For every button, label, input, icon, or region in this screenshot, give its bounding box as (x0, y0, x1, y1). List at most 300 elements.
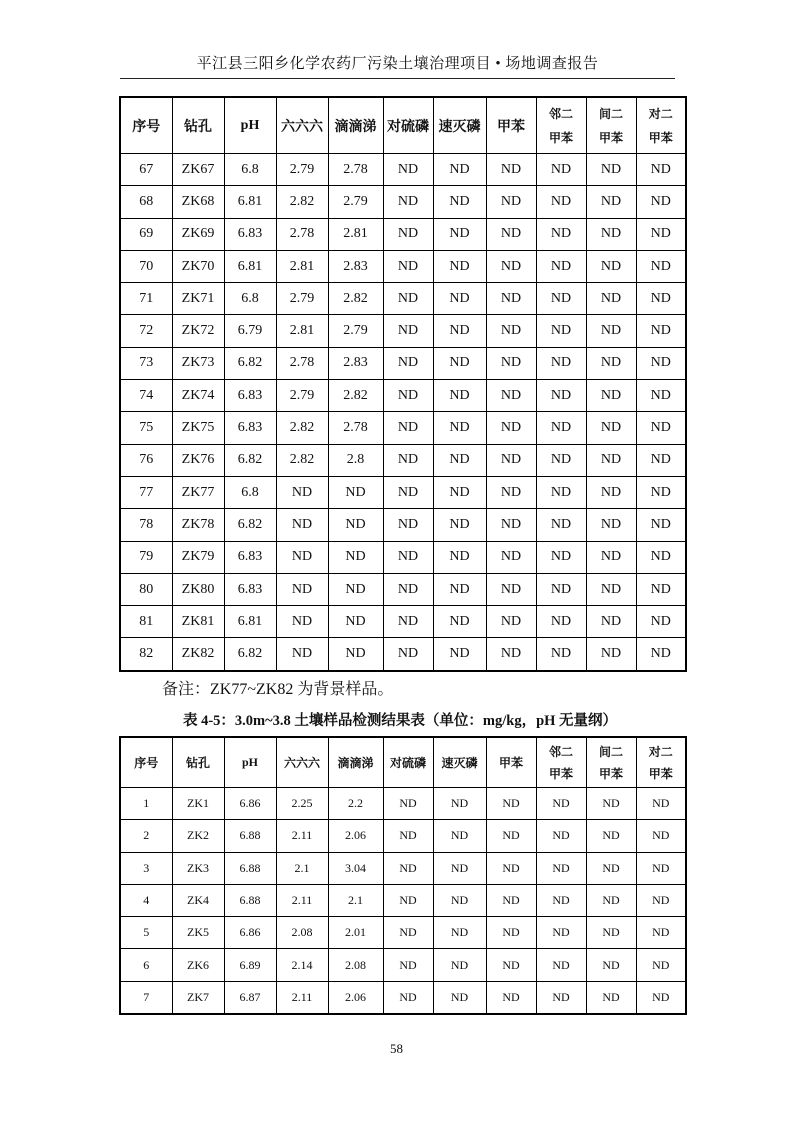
table-cell: ND (636, 852, 686, 884)
table-cell: ZK68 (172, 186, 224, 218)
table-cell: ND (636, 917, 686, 949)
table-cell: ND (536, 949, 586, 981)
table-row (120, 638, 686, 671)
table-cell: ND (636, 981, 686, 1014)
table-cell: ZK70 (172, 250, 224, 282)
table-cell: 76 (120, 444, 172, 476)
table-cell: 2.81 (328, 218, 383, 250)
table-cell: 2.06 (328, 981, 383, 1014)
table-cell: ZK6 (172, 949, 224, 981)
table-cell: 7 (120, 981, 172, 1014)
table-cell: 2.11 (276, 884, 328, 916)
table-cell: ND (486, 412, 536, 444)
table-row (120, 476, 686, 508)
table-cell: ND (486, 315, 536, 347)
column-header: 邻二甲苯 (536, 737, 586, 788)
table-cell: ND (276, 573, 328, 605)
table-cell: 70 (120, 250, 172, 282)
table-row (120, 186, 686, 218)
column-header: 滴滴涕 (328, 97, 383, 154)
table-row (120, 509, 686, 541)
table-cell: 2 (120, 820, 172, 852)
table-cell: 6.83 (224, 218, 276, 250)
table-cell: ND (536, 347, 586, 379)
table-cell: ND (536, 509, 586, 541)
column-header: 甲苯 (486, 737, 536, 788)
table-cell: 6.8 (224, 154, 276, 186)
table-cell: ND (433, 380, 486, 412)
table-cell: ND (383, 606, 433, 638)
table-cell: 79 (120, 541, 172, 573)
table-cell: ND (383, 917, 433, 949)
table-row (120, 154, 686, 186)
table-cell: 6.83 (224, 412, 276, 444)
table-cell: 72 (120, 315, 172, 347)
table-cell: 2.08 (276, 917, 328, 949)
table-cell: 2.11 (276, 981, 328, 1014)
table-cell: ND (536, 250, 586, 282)
table-row (120, 606, 686, 638)
column-header: pH (224, 737, 276, 788)
table-cell: 6.83 (224, 380, 276, 412)
table-cell: ND (486, 788, 536, 820)
table-cell: ND (636, 509, 686, 541)
column-header: 速灭磷 (433, 97, 486, 154)
table-cell: ND (383, 380, 433, 412)
table-cell: 6.83 (224, 573, 276, 605)
column-header: 滴滴涕 (328, 737, 383, 788)
table-cell: ND (433, 509, 486, 541)
table-row (120, 444, 686, 476)
table-row (120, 218, 686, 250)
table-cell: ZK75 (172, 412, 224, 444)
table-cell: ND (586, 852, 636, 884)
table-cell: 68 (120, 186, 172, 218)
table-cell: ND (433, 315, 486, 347)
table-cell: 2.01 (328, 917, 383, 949)
table-cell: ND (536, 444, 586, 476)
table-cell: ZK3 (172, 852, 224, 884)
table-cell: ND (486, 606, 536, 638)
table-cell: 2.1 (328, 884, 383, 916)
table-cell: ND (433, 917, 486, 949)
table-caption: 表 4-5：3.0m~3.8 土壤样品检测结果表（单位：mg/kg，pH 无量纲） (182, 713, 618, 729)
table-cell: ND (486, 820, 536, 852)
table-cell: ND (433, 283, 486, 315)
table-cell: ND (586, 541, 636, 573)
table-cell: ZK77 (172, 476, 224, 508)
table-cell: ND (486, 476, 536, 508)
table-cell: 6.79 (224, 315, 276, 347)
table-row (120, 250, 686, 282)
table-cell: ND (636, 788, 686, 820)
table-cell: 2.83 (328, 250, 383, 282)
table-cell: ND (636, 186, 686, 218)
table-cell: ND (383, 186, 433, 218)
column-header: 间二甲苯 (586, 97, 636, 154)
table-cell: ND (433, 788, 486, 820)
table-cell: ND (383, 315, 433, 347)
table-cell: ND (486, 852, 536, 884)
table-cell: 2.11 (276, 820, 328, 852)
table-row (120, 949, 686, 981)
table-cell: ND (536, 820, 586, 852)
table-cell: 2.82 (276, 444, 328, 476)
table-cell: 2.83 (328, 347, 383, 379)
table-cell: 6.8 (224, 283, 276, 315)
table-cell: 2.79 (276, 380, 328, 412)
table-cell: 2.25 (276, 788, 328, 820)
table-cell: ZK81 (172, 606, 224, 638)
table-cell: ND (536, 917, 586, 949)
table-cell: ND (328, 509, 383, 541)
table-cell: 2.82 (276, 186, 328, 218)
table-cell: ND (383, 541, 433, 573)
table-cell: 2.82 (328, 283, 383, 315)
column-header: 邻二甲苯 (536, 97, 586, 154)
table-cell: 2.78 (328, 412, 383, 444)
table-cell: ND (536, 541, 586, 573)
table-cell: ND (328, 573, 383, 605)
table-cell: ZK71 (172, 283, 224, 315)
table-cell: ND (636, 638, 686, 671)
table-cell: ND (383, 788, 433, 820)
column-header: 对硫磷 (383, 97, 433, 154)
table-cell: ND (383, 154, 433, 186)
column-header: 对硫磷 (383, 737, 433, 788)
table-cell: ND (586, 573, 636, 605)
table-row (120, 283, 686, 315)
column-header: 甲苯 (486, 97, 536, 154)
table-cell: ND (636, 606, 686, 638)
table-cell: 77 (120, 476, 172, 508)
table-cell: 3.04 (328, 852, 383, 884)
table-cell: 2.79 (276, 283, 328, 315)
table-cell: ND (586, 347, 636, 379)
table-cell: 2.06 (328, 820, 383, 852)
table-cell: ND (486, 347, 536, 379)
table-cell: ND (586, 476, 636, 508)
results-table-2 (119, 736, 687, 1015)
table-cell: ZK4 (172, 884, 224, 916)
table-cell: ZK69 (172, 218, 224, 250)
table-cell: 2.81 (276, 250, 328, 282)
table-cell: ND (536, 154, 586, 186)
table-cell: ND (433, 884, 486, 916)
table-row (120, 380, 686, 412)
table-cell: 2.81 (276, 315, 328, 347)
table-cell: ND (486, 218, 536, 250)
table-cell: ND (586, 186, 636, 218)
table-cell: ND (536, 573, 586, 605)
table-cell: ND (276, 606, 328, 638)
table-cell: ND (276, 638, 328, 671)
table-cell: ND (383, 218, 433, 250)
table-cell: ND (586, 884, 636, 916)
table-cell: ND (486, 283, 536, 315)
table-cell: 6.82 (224, 509, 276, 541)
table-cell: ND (636, 444, 686, 476)
table-cell: ND (636, 884, 686, 916)
table-cell: ND (383, 949, 433, 981)
table-cell: ND (636, 820, 686, 852)
column-header: 六六六 (276, 97, 328, 154)
table-cell: 75 (120, 412, 172, 444)
table-cell: 6.8 (224, 476, 276, 508)
column-header: pH (224, 97, 276, 154)
table-cell: ND (433, 573, 486, 605)
table-cell: 69 (120, 218, 172, 250)
table-cell: ND (433, 444, 486, 476)
table-cell: ZK79 (172, 541, 224, 573)
table-cell: ND (586, 917, 636, 949)
table-cell: ND (433, 186, 486, 218)
table-cell: ND (328, 476, 383, 508)
table-cell: ND (276, 476, 328, 508)
table-cell: ZK80 (172, 573, 224, 605)
table-cell: 6.81 (224, 606, 276, 638)
table-cell: ND (586, 820, 636, 852)
table-cell: ND (586, 154, 636, 186)
table-cell: ND (486, 638, 536, 671)
table-header-row (120, 97, 686, 154)
table-row (120, 347, 686, 379)
table-cell: 74 (120, 380, 172, 412)
table-cell: 81 (120, 606, 172, 638)
table-cell: ND (383, 981, 433, 1014)
column-header: 对二甲苯 (636, 737, 686, 788)
table-cell: ND (486, 981, 536, 1014)
table-cell: ND (486, 444, 536, 476)
table-cell: 2.78 (328, 154, 383, 186)
table-cell: 82 (120, 638, 172, 671)
table-cell: 4 (120, 884, 172, 916)
table-cell: 80 (120, 573, 172, 605)
table-row (120, 820, 686, 852)
table-cell: ND (383, 820, 433, 852)
table-cell: ND (433, 250, 486, 282)
table-cell: ZK1 (172, 788, 224, 820)
column-header: 序号 (120, 97, 172, 154)
table-cell: 3 (120, 852, 172, 884)
table-cell: ND (586, 412, 636, 444)
table-cell: ND (636, 541, 686, 573)
table-cell: ND (383, 509, 433, 541)
table-cell: 6.87 (224, 981, 276, 1014)
table-cell: ND (433, 347, 486, 379)
table-cell: ND (536, 852, 586, 884)
table-cell: ND (433, 981, 486, 1014)
table-cell: ND (536, 476, 586, 508)
table-cell: ND (636, 218, 686, 250)
table-cell: ND (536, 315, 586, 347)
column-header: 六六六 (276, 737, 328, 788)
table-cell: 2.82 (328, 380, 383, 412)
table-cell: ZK72 (172, 315, 224, 347)
table-cell: 1 (120, 788, 172, 820)
table-cell: ND (433, 606, 486, 638)
table-cell: 6.86 (224, 917, 276, 949)
table-cell: ND (433, 476, 486, 508)
table-cell: ND (433, 412, 486, 444)
table-cell: ND (486, 949, 536, 981)
table-cell: 6.82 (224, 638, 276, 671)
table-cell: ND (433, 154, 486, 186)
column-header: 序号 (120, 737, 172, 788)
table-cell: 2.8 (328, 444, 383, 476)
table-cell: 2.78 (276, 347, 328, 379)
table-cell: 6.89 (224, 949, 276, 981)
table-cell: 6.81 (224, 186, 276, 218)
table-cell: ND (433, 541, 486, 573)
table-row (120, 852, 686, 884)
table-cell: ND (383, 444, 433, 476)
table-cell: 2.1 (276, 852, 328, 884)
table-cell: ND (486, 380, 536, 412)
table-cell: ND (536, 606, 586, 638)
table-cell: ND (433, 820, 486, 852)
table-cell: ND (486, 917, 536, 949)
table-cell: 6 (120, 949, 172, 981)
table-cell: ND (586, 444, 636, 476)
table-cell: ND (383, 884, 433, 916)
table-cell: ND (586, 606, 636, 638)
table-cell: ND (486, 884, 536, 916)
column-header: 速灭磷 (433, 737, 486, 788)
table-cell: 71 (120, 283, 172, 315)
table-cell: ND (276, 541, 328, 573)
table-row (120, 917, 686, 949)
table-cell: 6.88 (224, 884, 276, 916)
table-cell: ND (586, 981, 636, 1014)
table-cell: ND (536, 788, 586, 820)
table-cell: 2.79 (328, 186, 383, 218)
table-cell: ND (636, 154, 686, 186)
table-cell: 6.88 (224, 820, 276, 852)
table-cell: ND (486, 509, 536, 541)
table-cell: ND (536, 283, 586, 315)
table-cell: 6.82 (224, 444, 276, 476)
table-cell: ND (383, 412, 433, 444)
table-note: 备注：ZK77~ZK82 为背景样品。 (162, 681, 394, 698)
table-cell: 2.79 (276, 154, 328, 186)
table-cell: 5 (120, 917, 172, 949)
table-cell: ND (586, 218, 636, 250)
table-cell: ND (433, 638, 486, 671)
table-cell: ND (486, 154, 536, 186)
header-divider (120, 78, 675, 79)
table-cell: ND (586, 315, 636, 347)
table-cell: ND (536, 380, 586, 412)
table-cell: 2.2 (328, 788, 383, 820)
table-row (120, 412, 686, 444)
table-cell: 6.83 (224, 541, 276, 573)
table-cell: ND (586, 509, 636, 541)
table-cell: 2.78 (276, 218, 328, 250)
table-cell: ZK78 (172, 509, 224, 541)
column-header: 间二甲苯 (586, 737, 636, 788)
table-cell: ZK76 (172, 444, 224, 476)
table-cell: ND (536, 186, 586, 218)
table-cell: ND (383, 573, 433, 605)
table-cell: ND (636, 347, 686, 379)
table-cell: 2.79 (328, 315, 383, 347)
table-cell: ND (636, 250, 686, 282)
column-header: 对二甲苯 (636, 97, 686, 154)
table-cell: ND (636, 573, 686, 605)
results-table-1 (119, 96, 687, 672)
table-cell: ZK74 (172, 380, 224, 412)
table-cell: 73 (120, 347, 172, 379)
table-row (120, 541, 686, 573)
table-cell: ND (383, 476, 433, 508)
table-cell: ND (636, 412, 686, 444)
table-cell: ZK82 (172, 638, 224, 671)
table-row (120, 788, 686, 820)
table-cell: ND (328, 541, 383, 573)
table-row (120, 884, 686, 916)
table-cell: ND (636, 283, 686, 315)
table-cell: ND (586, 638, 636, 671)
table-cell: ND (486, 250, 536, 282)
page-number: 58 (390, 1041, 403, 1056)
table-cell: ND (536, 884, 586, 916)
table-cell: ND (536, 412, 586, 444)
table-cell: ND (328, 638, 383, 671)
table-cell: 6.82 (224, 347, 276, 379)
table-cell: ND (636, 380, 686, 412)
table-cell: ND (328, 606, 383, 638)
table-cell: ND (486, 541, 536, 573)
table-cell: ND (586, 250, 636, 282)
column-header: 钻孔 (172, 737, 224, 788)
table-cell: ND (383, 283, 433, 315)
table-cell: 78 (120, 509, 172, 541)
table-cell: ND (636, 949, 686, 981)
table-cell: 6.81 (224, 250, 276, 282)
table-cell: 2.14 (276, 949, 328, 981)
table-cell: 6.88 (224, 852, 276, 884)
table-cell: ND (586, 380, 636, 412)
table-cell: 67 (120, 154, 172, 186)
table-cell: ND (586, 283, 636, 315)
table-cell: ND (383, 852, 433, 884)
table-cell: ND (486, 186, 536, 218)
table-cell: ZK5 (172, 917, 224, 949)
table-cell: ZK2 (172, 820, 224, 852)
table-cell: ND (433, 218, 486, 250)
table-cell: ND (433, 852, 486, 884)
table-cell: ND (636, 476, 686, 508)
table-cell: ZK73 (172, 347, 224, 379)
table-cell: 6.86 (224, 788, 276, 820)
table-cell: ND (433, 949, 486, 981)
table-cell: ND (383, 347, 433, 379)
table-cell: ND (586, 788, 636, 820)
table-cell: ND (276, 509, 328, 541)
table-cell: ND (383, 638, 433, 671)
table-cell: 2.82 (276, 412, 328, 444)
table-cell: ND (636, 315, 686, 347)
table-cell: ZK67 (172, 154, 224, 186)
running-header: 平江县三阳乡化学农药厂污染土壤治理项目 • 场地调查报告 (196, 56, 599, 72)
table-cell: ZK7 (172, 981, 224, 1014)
column-header: 钻孔 (172, 97, 224, 154)
table-cell: ND (586, 949, 636, 981)
table-header-row (120, 737, 686, 788)
table-row (120, 315, 686, 347)
table-cell: ND (383, 250, 433, 282)
